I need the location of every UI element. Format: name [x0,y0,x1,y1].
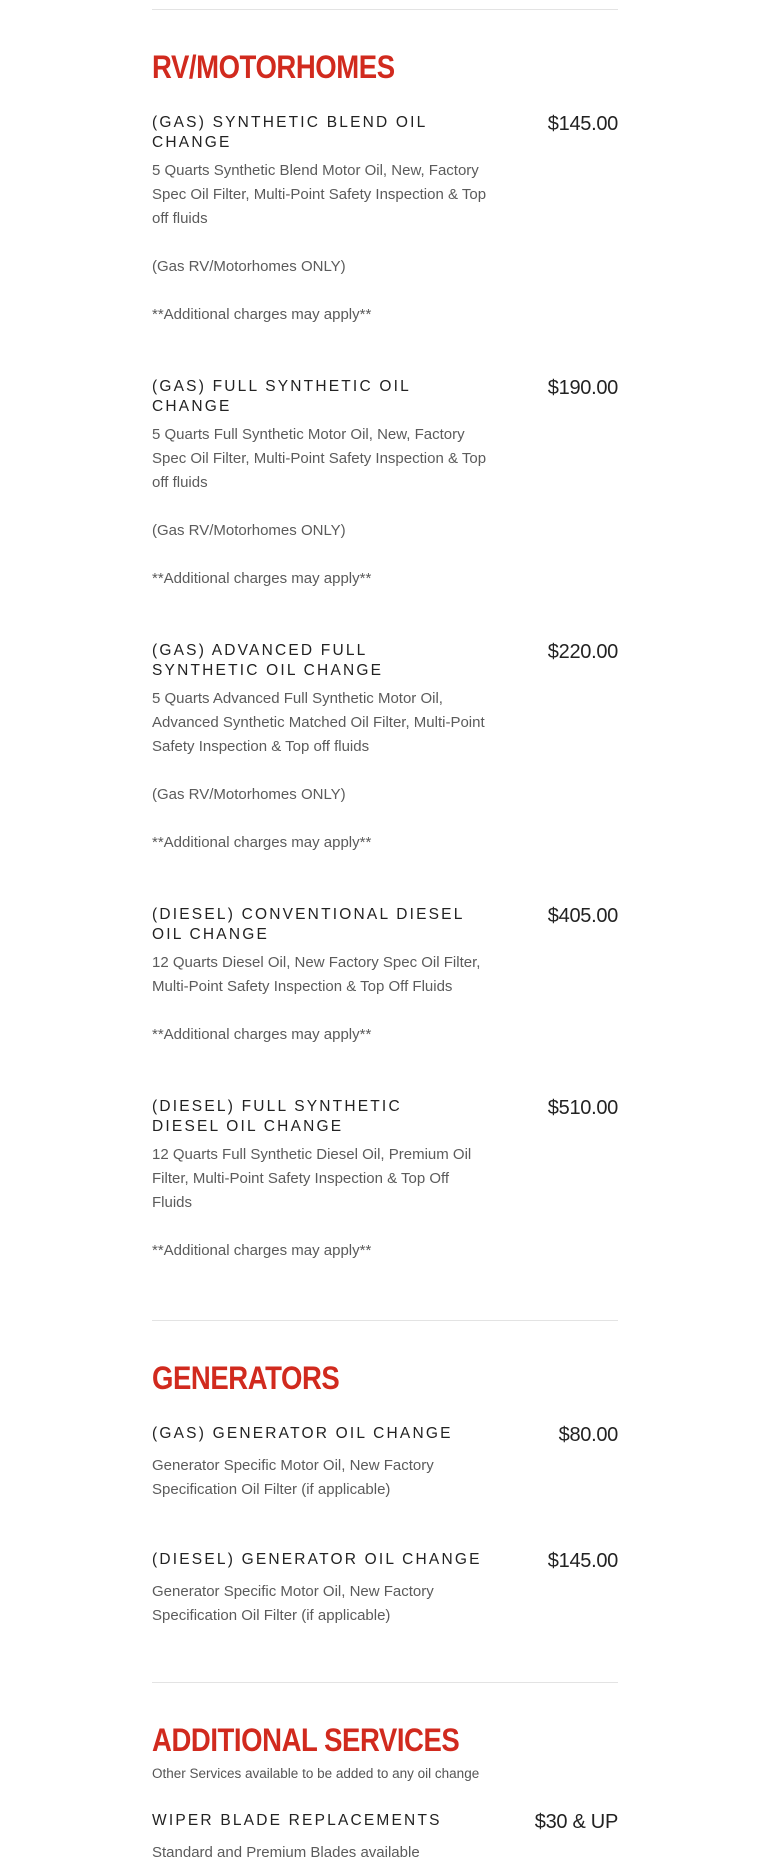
menu-item-description [152,687,492,855]
description-line: 12 Quarts Diesel Oil, New Factory Spec Oil Filter, Multi-Point Safety Inspection & Top Off Fluids [152,954,481,995]
menu-item-title: (DIESEL) CONVENTIONAL DIESEL OIL CHANGE [152,906,464,943]
menu-item-price: $145.00 [547,1550,618,1572]
description-line: 5 Quarts Advanced Full Synthetic Motor Oil, Advanced Synthetic Matched Oil Filter, Multi-Point Safety Inspection & Top off fluids [152,690,485,755]
description-line: (Gas RV/Motorhomes ONLY) [152,786,346,803]
menu-item-description [152,951,492,1047]
menu-item [152,641,618,855]
menu-item [152,1550,618,1628]
menu-item [152,905,618,1047]
menu-item-price: $190.00 [547,377,618,399]
menu-item-price: $220.00 [547,641,618,663]
menu-item-title: (DIESEL) FULL SYNTHETIC DIESEL OIL CHANGE [152,1098,402,1135]
menu-item-description [152,423,492,591]
menu-item-title: (GAS) ADVANCED FULL SYNTHETIC OIL CHANGE [152,642,384,679]
menu-item [152,1811,618,1865]
section-divider [152,1682,618,1683]
description-line: 5 Quarts Full Synthetic Motor Oil, New, Factory Spec Oil Filter, Multi-Point Safety Inspection & Top off fluids [152,426,487,491]
description-line: 12 Quarts Full Synthetic Diesel Oil, Premium Oil Filter, Multi-Point Safety Inspection & Top Off Fluids [152,1146,472,1211]
description-line: Generator Specific Motor Oil, New Factory Specification Oil Filter (if applicable) [152,1583,434,1624]
section-subtitle: Other Services available to be added to any oil change [152,1766,480,1781]
description-line: (Gas RV/Motorhomes ONLY) [152,522,346,539]
menu-item-description [152,159,492,327]
section-title-rv-motorhomes: RV/MOTORHOMES [152,49,395,85]
section-divider [152,1320,618,1321]
menu-item-title: (GAS) SYNTHETIC BLEND OIL CHANGE [152,114,427,151]
menu-item [152,1097,618,1263]
menu-item-description [152,1580,492,1628]
menu-item [152,1424,618,1502]
menu-item-price: $30 & UP [534,1811,618,1833]
menu-item-description [152,1454,492,1502]
menu-item-price: $405.00 [547,905,618,927]
section-title-additional-services: ADDITIONAL SERVICES [152,1722,460,1758]
menu-item-title: WIPER BLADE REPLACEMENTS [152,1812,442,1829]
description-line: (Gas RV/Motorhomes ONLY) [152,258,346,275]
menu-item-price: $510.00 [547,1097,618,1119]
description-line: 5 Quarts Synthetic Blend Motor Oil, New, Factory Spec Oil Filter, Multi-Point Safety Inspection & Top off fluids [152,162,487,227]
description-line: Standard and Premium Blades available [152,1844,420,1861]
menu-item [152,377,618,591]
menu-item-title: (GAS) GENERATOR OIL CHANGE [152,1425,453,1442]
description-line: **Additional charges may apply** [152,570,372,587]
description-line: **Additional charges may apply** [152,1026,372,1043]
menu-item [152,113,618,327]
menu-item-title: (GAS) FULL SYNTHETIC OIL CHANGE [152,378,411,415]
section-title-generators: GENERATORS [152,1360,340,1396]
menu-item-title: (DIESEL) GENERATOR OIL CHANGE [152,1551,482,1568]
description-line: **Additional charges may apply** [152,306,372,323]
description-line: **Additional charges may apply** [152,834,372,851]
section-divider [152,9,618,10]
menu-item-description [152,1143,492,1263]
menu-item-price: $80.00 [558,1424,618,1446]
description-line: **Additional charges may apply** [152,1242,372,1259]
menu-item-description [152,1841,492,1865]
description-line: Generator Specific Motor Oil, New Factory Specification Oil Filter (if applicable) [152,1457,434,1498]
menu-item-price: $145.00 [547,113,618,135]
